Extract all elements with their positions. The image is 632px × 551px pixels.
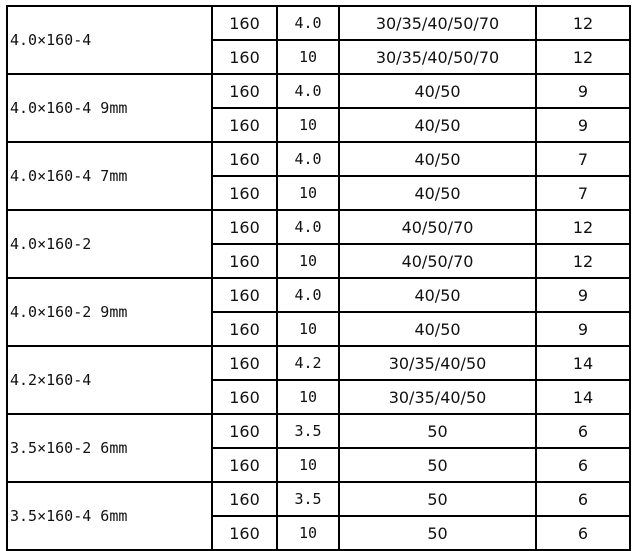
sizes-cell: 50 bbox=[339, 516, 536, 550]
thickness-cell: 3.5 bbox=[277, 482, 339, 516]
table-row bbox=[7, 210, 630, 244]
length-cell: 160 bbox=[212, 346, 277, 380]
table-row bbox=[7, 6, 630, 40]
sizes-cell: 40/50 bbox=[339, 74, 536, 108]
quantity-cell: 14 bbox=[536, 380, 630, 414]
length-cell: 160 bbox=[212, 142, 277, 176]
quantity-cell: 7 bbox=[536, 142, 630, 176]
model-cell: 4.0×160-4 bbox=[7, 6, 212, 74]
length-cell: 160 bbox=[212, 482, 277, 516]
thickness-cell: 10 bbox=[277, 244, 339, 278]
quantity-cell: 6 bbox=[536, 414, 630, 448]
thickness-cell: 10 bbox=[277, 40, 339, 74]
table-row bbox=[7, 278, 630, 312]
sizes-cell: 40/50 bbox=[339, 176, 536, 210]
quantity-cell: 12 bbox=[536, 6, 630, 40]
quantity-cell: 9 bbox=[536, 108, 630, 142]
model-cell: 4.0×160-4 7mm bbox=[7, 142, 212, 210]
thickness-cell: 10 bbox=[277, 176, 339, 210]
table-row bbox=[7, 414, 630, 448]
model-cell: 3.5×160-2 6mm bbox=[7, 414, 212, 482]
length-cell: 160 bbox=[212, 6, 277, 40]
length-cell: 160 bbox=[212, 244, 277, 278]
quantity-cell: 9 bbox=[536, 278, 630, 312]
table-row bbox=[7, 346, 630, 380]
sizes-cell: 40/50 bbox=[339, 278, 536, 312]
thickness-cell: 3.5 bbox=[277, 414, 339, 448]
thickness-cell: 4.0 bbox=[277, 6, 339, 40]
length-cell: 160 bbox=[212, 74, 277, 108]
model-cell: 4.2×160-4 bbox=[7, 346, 212, 414]
sizes-cell: 30/35/40/50/70 bbox=[339, 40, 536, 74]
length-cell: 160 bbox=[212, 516, 277, 550]
model-cell: 4.0×160-2 9mm bbox=[7, 278, 212, 346]
model-cell: 4.0×160-2 bbox=[7, 210, 212, 278]
thickness-cell: 4.0 bbox=[277, 210, 339, 244]
sizes-cell: 40/50 bbox=[339, 142, 536, 176]
length-cell: 160 bbox=[212, 108, 277, 142]
model-cell: 4.0×160-4 9mm bbox=[7, 74, 212, 142]
sizes-cell: 30/35/40/50 bbox=[339, 346, 536, 380]
quantity-cell: 6 bbox=[536, 482, 630, 516]
quantity-cell: 12 bbox=[536, 40, 630, 74]
spec-table-body bbox=[7, 6, 630, 550]
sizes-cell: 50 bbox=[339, 482, 536, 516]
length-cell: 160 bbox=[212, 414, 277, 448]
quantity-cell: 7 bbox=[536, 176, 630, 210]
length-cell: 160 bbox=[212, 448, 277, 482]
quantity-cell: 12 bbox=[536, 244, 630, 278]
length-cell: 160 bbox=[212, 380, 277, 414]
length-cell: 160 bbox=[212, 40, 277, 74]
sizes-cell: 40/50 bbox=[339, 108, 536, 142]
thickness-cell: 10 bbox=[277, 108, 339, 142]
table-row bbox=[7, 482, 630, 516]
thickness-cell: 4.0 bbox=[277, 74, 339, 108]
thickness-cell: 10 bbox=[277, 516, 339, 550]
model-cell: 3.5×160-4 6mm bbox=[7, 482, 212, 550]
quantity-cell: 6 bbox=[536, 448, 630, 482]
table-row bbox=[7, 142, 630, 176]
quantity-cell: 12 bbox=[536, 210, 630, 244]
sizes-cell: 50 bbox=[339, 414, 536, 448]
spec-table bbox=[6, 5, 631, 551]
length-cell: 160 bbox=[212, 210, 277, 244]
thickness-cell: 4.0 bbox=[277, 142, 339, 176]
thickness-cell: 4.0 bbox=[277, 278, 339, 312]
quantity-cell: 14 bbox=[536, 346, 630, 380]
thickness-cell: 10 bbox=[277, 312, 339, 346]
sizes-cell: 40/50 bbox=[339, 312, 536, 346]
thickness-cell: 10 bbox=[277, 448, 339, 482]
length-cell: 160 bbox=[212, 312, 277, 346]
quantity-cell: 6 bbox=[536, 516, 630, 550]
sizes-cell: 30/35/40/50/70 bbox=[339, 6, 536, 40]
quantity-cell: 9 bbox=[536, 74, 630, 108]
sizes-cell: 50 bbox=[339, 448, 536, 482]
sizes-cell: 30/35/40/50 bbox=[339, 380, 536, 414]
length-cell: 160 bbox=[212, 278, 277, 312]
thickness-cell: 4.2 bbox=[277, 346, 339, 380]
sizes-cell: 40/50/70 bbox=[339, 244, 536, 278]
length-cell: 160 bbox=[212, 176, 277, 210]
table-row bbox=[7, 74, 630, 108]
thickness-cell: 10 bbox=[277, 380, 339, 414]
sizes-cell: 40/50/70 bbox=[339, 210, 536, 244]
quantity-cell: 9 bbox=[536, 312, 630, 346]
